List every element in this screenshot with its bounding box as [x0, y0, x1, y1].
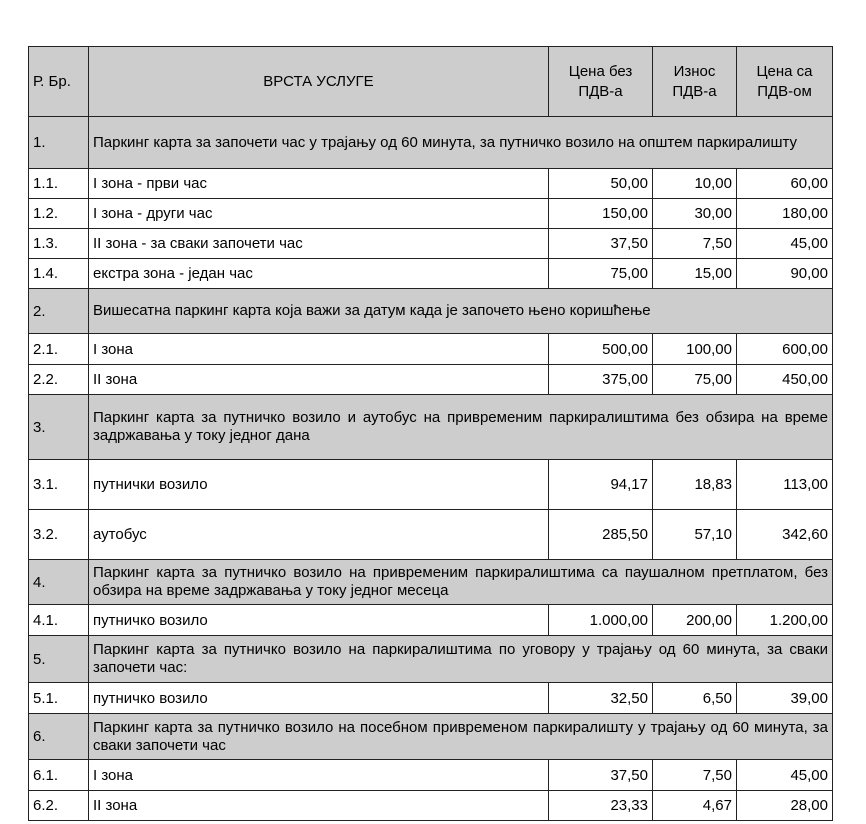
item-vat-amount: 6,50 [653, 683, 737, 714]
table-row [29, 760, 833, 791]
header-gross-line1: Цена са [756, 62, 813, 80]
section-title: Паркинг карта за започети час у трајању од 60 минута, за путничко возило на општем паркиралишту [89, 117, 833, 169]
section-title: Паркинг карта за путничко возило на паркиралиштима по уговору у трајању од 60 минута, за сваки започети час: [89, 636, 833, 683]
item-net-price: 500,00 [549, 334, 653, 365]
item-description: I зона [89, 760, 549, 791]
item-vat-amount: 18,83 [653, 460, 737, 510]
item-vat-amount: 57,10 [653, 510, 737, 560]
section-row [29, 636, 833, 683]
table-row [29, 605, 833, 636]
item-number: 5.1. [29, 683, 89, 714]
item-net-price: 285,50 [549, 510, 653, 560]
item-number: 1.3. [29, 229, 89, 259]
item-vat-amount: 200,00 [653, 605, 737, 636]
item-net-price: 75,00 [549, 259, 653, 289]
section-row [29, 560, 833, 605]
table-row [29, 259, 833, 289]
price-table [28, 46, 833, 821]
table-row [29, 683, 833, 714]
header-net-line1: Цена без [568, 62, 633, 80]
section-row [29, 395, 833, 460]
table-row [29, 169, 833, 199]
section-number: 2. [29, 289, 89, 334]
item-number: 6.1. [29, 760, 89, 791]
item-vat-amount: 10,00 [653, 169, 737, 199]
item-gross-price: 113,00 [737, 460, 833, 510]
table-row [29, 199, 833, 229]
item-description: II зона - за сваки започети час [89, 229, 549, 259]
item-number: 1.2. [29, 199, 89, 229]
section-row [29, 289, 833, 334]
section-title: Паркинг карта за путничко возило на привременим паркиралиштима са паушалном претплатом, без обзира на време задржавања у току једног месеца [89, 560, 833, 605]
item-gross-price: 39,00 [737, 683, 833, 714]
section-row [29, 714, 833, 760]
item-net-price: 375,00 [549, 365, 653, 395]
item-description: II зона [89, 791, 549, 821]
item-description: I зона - други час [89, 199, 549, 229]
section-row [29, 117, 833, 169]
table-row [29, 460, 833, 510]
item-number: 2.1. [29, 334, 89, 365]
item-number: 4.1. [29, 605, 89, 636]
item-description: путничко возило [89, 605, 549, 636]
item-net-price: 23,33 [549, 791, 653, 821]
item-number: 3.1. [29, 460, 89, 510]
item-vat-amount: 30,00 [653, 199, 737, 229]
header-net-price [549, 47, 653, 117]
item-gross-price: 28,00 [737, 791, 833, 821]
item-gross-price: 90,00 [737, 259, 833, 289]
item-gross-price: 450,00 [737, 365, 833, 395]
item-gross-price: 60,00 [737, 169, 833, 199]
item-description: путничко возило [89, 683, 549, 714]
item-net-price: 37,50 [549, 229, 653, 259]
item-vat-amount: 4,67 [653, 791, 737, 821]
table-row [29, 791, 833, 821]
item-net-price: 1.000,00 [549, 605, 653, 636]
item-gross-price: 180,00 [737, 199, 833, 229]
header-gross-line2: ПДВ-ом [757, 82, 812, 100]
item-number: 3.2. [29, 510, 89, 560]
section-title: Паркинг карта за путничко возило и аутобус на привременим паркиралиштима без обзира на време задржавања у току једног дана [89, 395, 833, 460]
item-description: екстра зона - један час [89, 259, 549, 289]
section-number: 3. [29, 395, 89, 460]
header-vat-amount [653, 47, 737, 117]
table-row [29, 365, 833, 395]
item-net-price: 94,17 [549, 460, 653, 510]
item-description: I зона - први час [89, 169, 549, 199]
section-number: 4. [29, 560, 89, 605]
item-description: I зона [89, 334, 549, 365]
header-vat-line2: ПДВ-а [672, 82, 717, 100]
table-row [29, 229, 833, 259]
table-row [29, 334, 833, 365]
header-gross-price [737, 47, 833, 117]
item-number: 1.1. [29, 169, 89, 199]
item-gross-price: 1.200,00 [737, 605, 833, 636]
item-net-price: 37,50 [549, 760, 653, 791]
item-number: 1.4. [29, 259, 89, 289]
table-header-row [29, 47, 833, 117]
header-service: ВРСТА УСЛУГЕ [89, 47, 549, 117]
item-description: аутобус [89, 510, 549, 560]
item-net-price: 50,00 [549, 169, 653, 199]
item-vat-amount: 7,50 [653, 760, 737, 791]
item-gross-price: 45,00 [737, 229, 833, 259]
table-row [29, 510, 833, 560]
item-gross-price: 45,00 [737, 760, 833, 791]
item-description: II зона [89, 365, 549, 395]
item-description: путнички возило [89, 460, 549, 510]
item-vat-amount: 75,00 [653, 365, 737, 395]
item-gross-price: 600,00 [737, 334, 833, 365]
section-title: Вишесатна паркинг карта која важи за датум када је започето њено коришћење [89, 289, 833, 334]
section-title: Паркинг карта за путничко возило на посебном привременом паркиралишту у трајању од 60 минута, за сваки започети час [89, 714, 833, 760]
item-number: 6.2. [29, 791, 89, 821]
item-vat-amount: 15,00 [653, 259, 737, 289]
section-number: 5. [29, 636, 89, 683]
item-number: 2.2. [29, 365, 89, 395]
item-vat-amount: 100,00 [653, 334, 737, 365]
section-number: 1. [29, 117, 89, 169]
item-net-price: 150,00 [549, 199, 653, 229]
price-table-body [29, 47, 833, 821]
header-net-line2: ПДВ-а [578, 82, 623, 100]
header-vat-line1: Износ [673, 62, 716, 80]
item-vat-amount: 7,50 [653, 229, 737, 259]
item-gross-price: 342,60 [737, 510, 833, 560]
section-number: 6. [29, 714, 89, 760]
header-num: Р. Бр. [29, 47, 89, 117]
item-net-price: 32,50 [549, 683, 653, 714]
